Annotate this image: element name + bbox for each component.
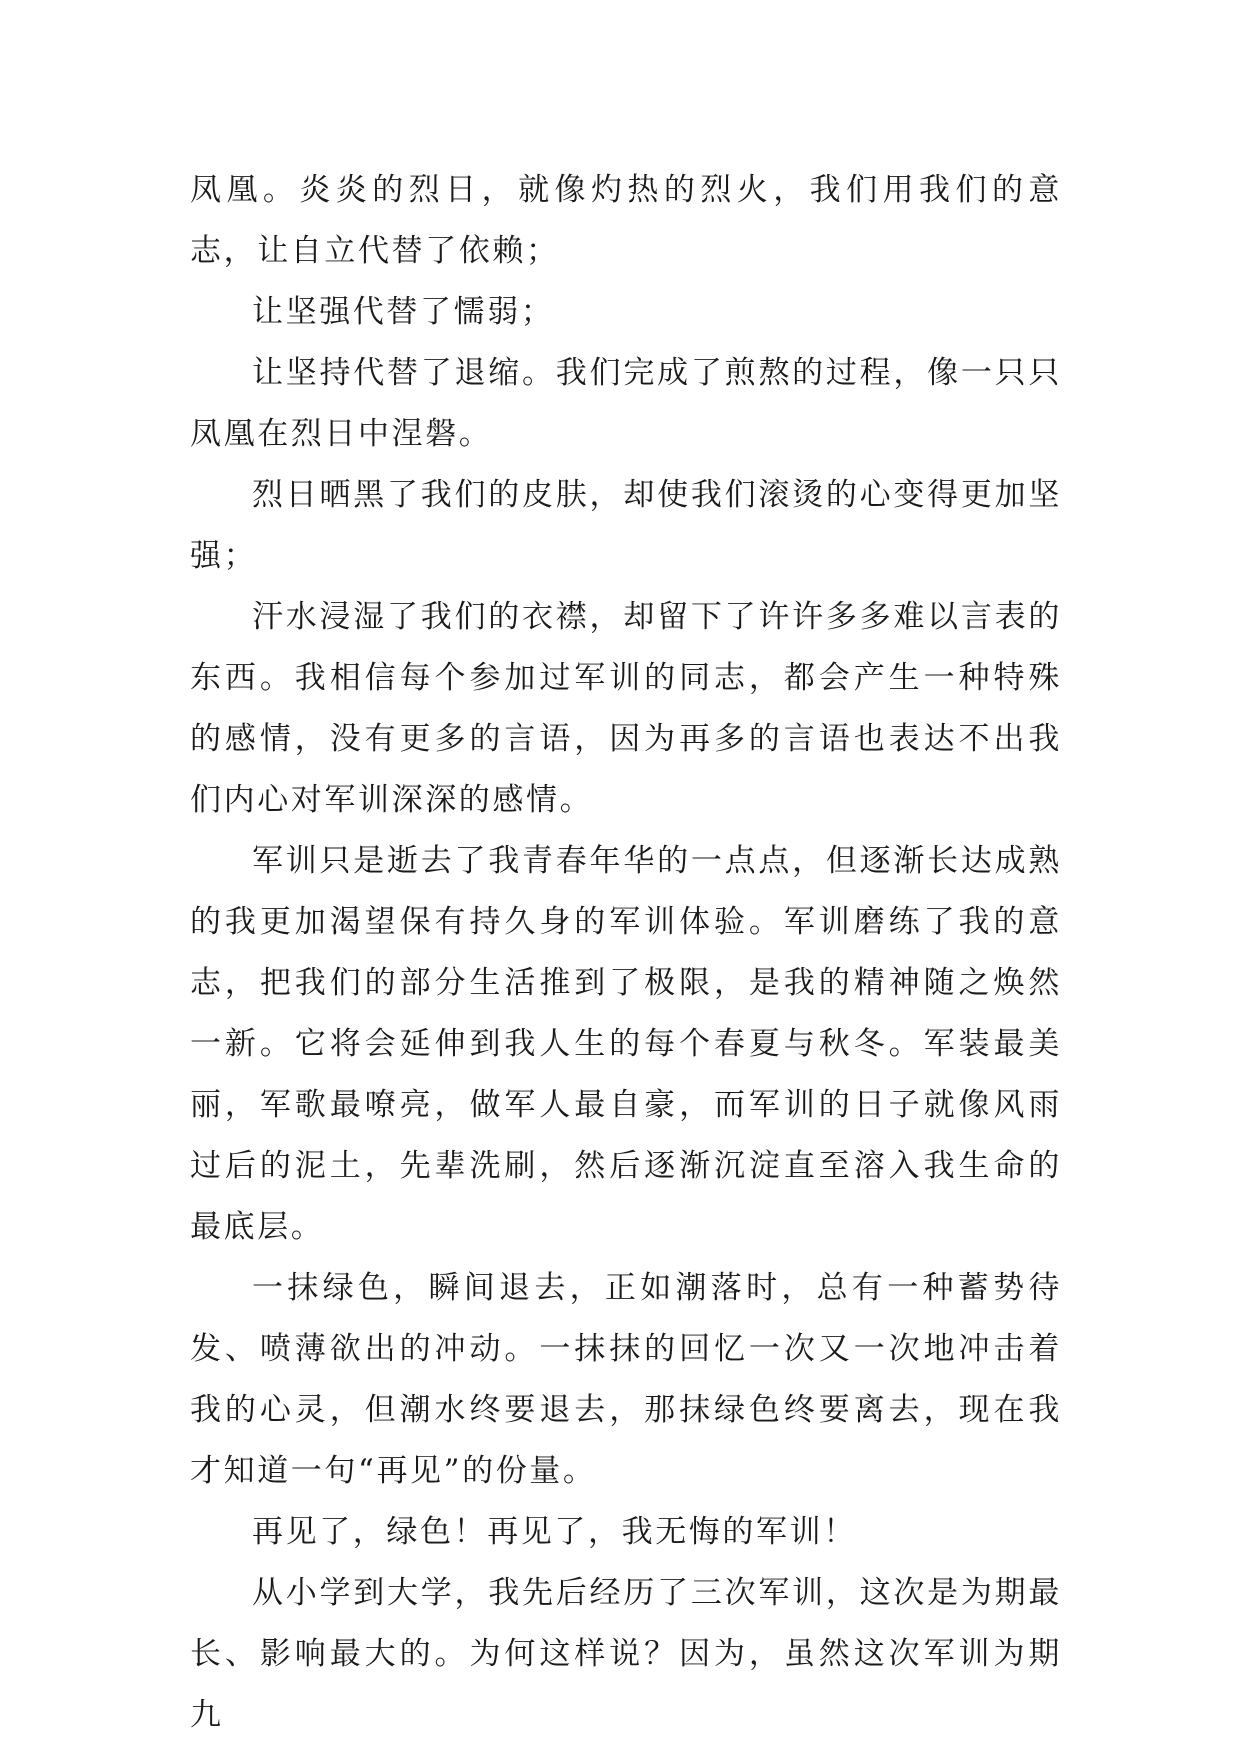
document-body [190,160,1062,1746]
paragraph: 让坚持代替了退缩。我们完成了煎熬的过程，像一只只凤凰在烈日中涅磐。 [190,355,1062,452]
paragraph-continued: 凤凰。炎炎的烈日，就像灼热的烈火，我们用我们的意志，让自立代替了依赖； [190,172,1062,269]
paragraph: 从小学到大学，我先后经历了三次军训，这次是为期最长、影响最大的。为何这样说？因为，虽然这次军训为期九 [190,1575,1062,1733]
paragraph: 军训只是逝去了我青春年华的一点点，但逐渐长达成熟的我更加渴望保有持久身的军训体验。军训磨练了我的意志，把我们的部分生活推到了极限，是我的精神随之焕然一新。它将会延伸到我人生的每个春夏与秋冬。军装最美丽，军歌最嘹亮，做军人最自豪，而军训的日子就像风雨过后的泥土，先辈洗刷，然后逐渐沉淀直至溶入我生命的最底层。 [190,843,1062,1245]
paragraph: 烈日晒黑了我们的皮肤，却使我们滚烫的心变得更加坚强； [190,477,1062,574]
paragraph: 再见了，绿色！再见了，我无悔的军训！ [252,1514,857,1550]
paragraph: 让坚强代替了懦弱； [252,294,555,330]
paragraph: 汗水浸湿了我们的衣襟，却留下了许许多多难以言表的东西。我相信每个参加过军训的同志，都会产生一种特殊的感情，没有更多的言语，因为再多的言语也表达不出我们内心对军训深深的感情。 [190,599,1062,818]
paragraph: 一抹绿色，瞬间退去，正如潮落时，总有一种蓄势待发、喷薄欲出的冲动。一抹抹的回忆一次又一次地冲击着我的心灵，但潮水终要退去，那抹绿色终要离去，现在我才知道一句“再见”的份量。 [190,1270,1062,1489]
